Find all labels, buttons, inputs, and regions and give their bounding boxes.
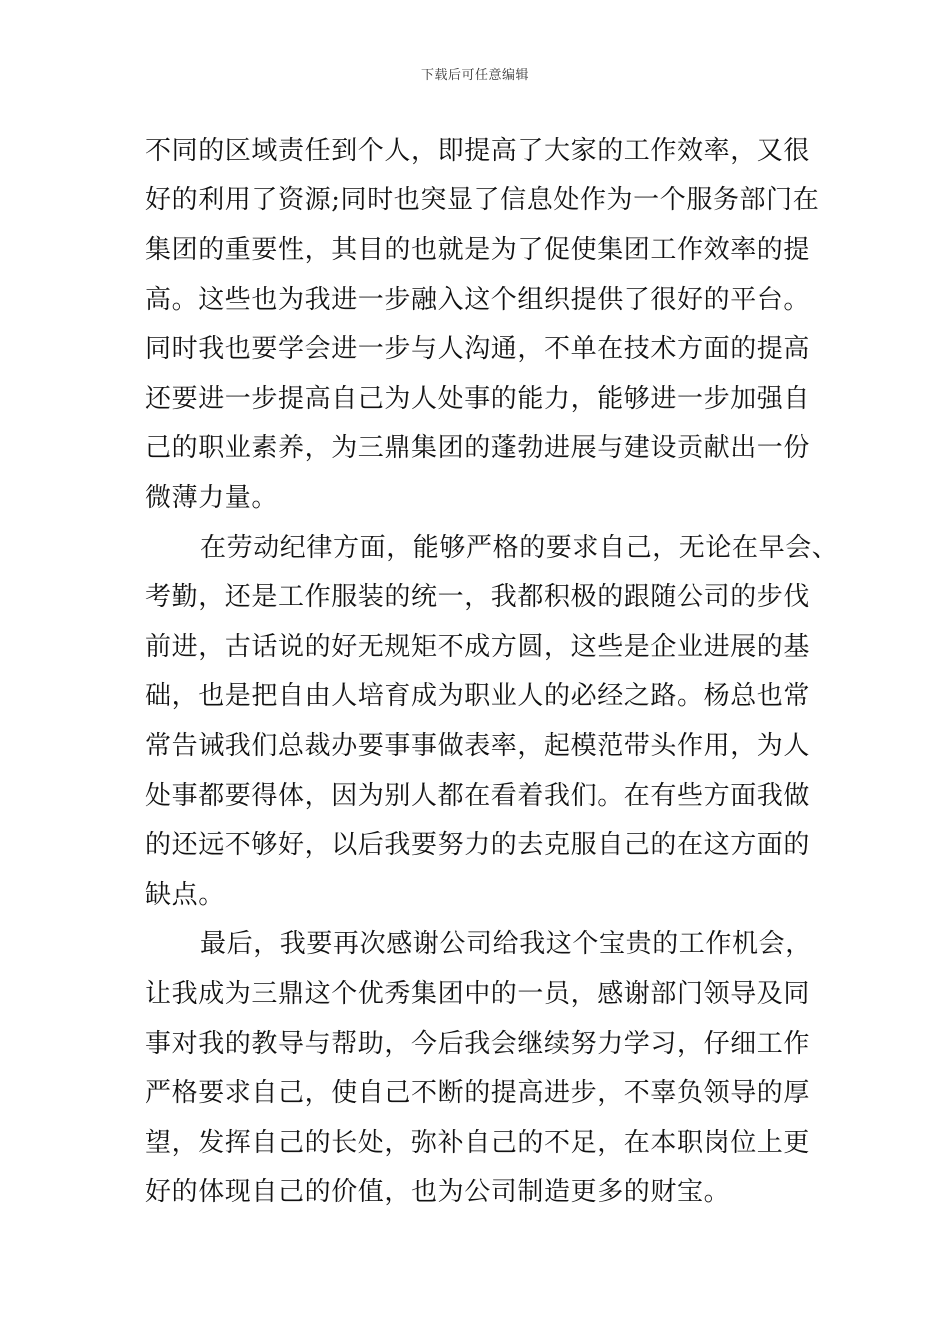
body-line: 常告诫我们总裁办要事事做表率，起模范带头作用，为人 (145, 731, 811, 761)
body-line: 好的体现自己的价值，也为公司制造更多的财宝。 (145, 1177, 731, 1207)
body-line: 望，发挥自己的长处，弥补自己的不足，在本职岗位上更 (145, 1128, 811, 1158)
body-line: 前进，古话说的好无规矩不成方圆，这些是企业进展的基 (145, 632, 811, 662)
paragraph-first-line: 最后，我要再次感谢公司给我这个宝贵的工作机会， (200, 929, 812, 959)
header-note: 下载后可任意编辑 (420, 68, 529, 83)
body-line: 同时我也要学会进一步与人沟通，不单在技术方面的提高 (145, 334, 811, 364)
body-line: 让我成为三鼎这个优秀集团中的一员，感谢部门领导及同 (145, 979, 811, 1009)
body-line: 集团的重要性，其目的也就是为了促使集团工作效率的提 (145, 235, 811, 265)
paragraph-first-line: 在劳动纪律方面，能够严格的要求自己，无论在早会、 (200, 533, 839, 563)
body-line: 高。这些也为我进一步融入这个组织提供了很好的平台。 (145, 285, 811, 315)
body-line: 处事都要得体，因为别人都在看着我们。在有些方面我做 (145, 781, 811, 811)
body-line: 微薄力量。 (145, 483, 279, 513)
body-line: 严格要求自己，使自己不断的提高进步，不辜负领导的厚 (145, 1078, 811, 1108)
body-line: 好的利用了资源;同时也突显了信息处作为一个服务部门在 (145, 185, 820, 215)
body-line: 还要进一步提高自己为人处事的能力，能够进一步加强自 (145, 384, 811, 414)
body-line: 础，也是把自由人培育成为职业人的必经之路。杨总也常 (145, 681, 811, 711)
body-line: 考勤，还是工作服装的统一，我都积极的跟随公司的步伐 (145, 582, 811, 612)
body-line: 事对我的教导与帮助，今后我会继续努力学习，仔细工作 (145, 1029, 811, 1059)
body-line: 的还远不够好，以后我要努力的去克服自己的在这方面的 (145, 830, 811, 860)
body-line: 不同的区域责任到个人，即提高了大家的工作效率，又很 (145, 136, 811, 166)
body-line: 缺点。 (145, 880, 225, 910)
body-line: 己的职业素养，为三鼎集团的蓬勃进展与建设贡献出一份 (145, 433, 811, 463)
